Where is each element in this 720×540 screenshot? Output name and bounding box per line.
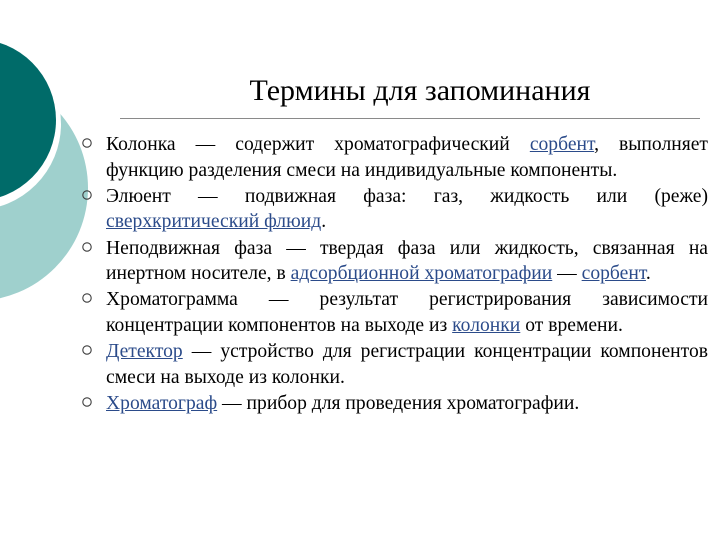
term-link[interactable]: сорбент [581, 263, 646, 285]
term-link[interactable]: сорбент [529, 134, 595, 155]
term-text: Колонка — содержит хроматографический [106, 134, 530, 155]
title-divider [120, 118, 700, 119]
term-link[interactable]: Хроматограф [106, 392, 218, 414]
term-link[interactable]: колонки [452, 314, 521, 336]
term-link[interactable]: Детектор [106, 341, 183, 363]
term-item [80, 391, 708, 417]
slide-title: Термины для запоминания [249, 74, 591, 107]
term-text: Элюент — подвижная фаза: газ, жидкость или (реже) [106, 185, 708, 207]
term-text: Неподвижная фаза — твердая фаза или жидкость, связанная на инертном носителе, в [106, 237, 708, 285]
circle-bullet-icon [82, 345, 92, 355]
term-item [80, 339, 708, 390]
circle-bullet-icon [82, 242, 92, 252]
circle-bullet-icon [82, 138, 92, 148]
term-item [80, 184, 708, 235]
term-link[interactable]: адсорбционной хроматографии [290, 263, 553, 285]
term-text: . [321, 211, 327, 233]
term-text: — устройство для регистрации концентрации компонентов смеси на выходе из колонки. [106, 341, 708, 388]
term-text: , выполняет функцию разделения смеси на индивидуальные компоненты. [106, 134, 708, 181]
circle-bullet-icon [82, 190, 92, 200]
term-link[interactable]: сверхкритический флюид [106, 211, 322, 233]
term-text: — прибор для проведения хроматографии. [217, 392, 580, 414]
circle-bullet-icon [82, 293, 92, 303]
circle-bullet-icon [82, 397, 92, 407]
term-item [80, 236, 708, 287]
term-text: от времени. [520, 314, 623, 336]
term-text: — [552, 263, 582, 285]
term-item [80, 287, 708, 338]
term-text: . [645, 263, 651, 285]
terms-list [80, 132, 708, 417]
term-text: Хроматограмма — результат регистрирования зависимости концентрации компонентов на выходе из [106, 289, 708, 336]
term-item [80, 132, 708, 183]
